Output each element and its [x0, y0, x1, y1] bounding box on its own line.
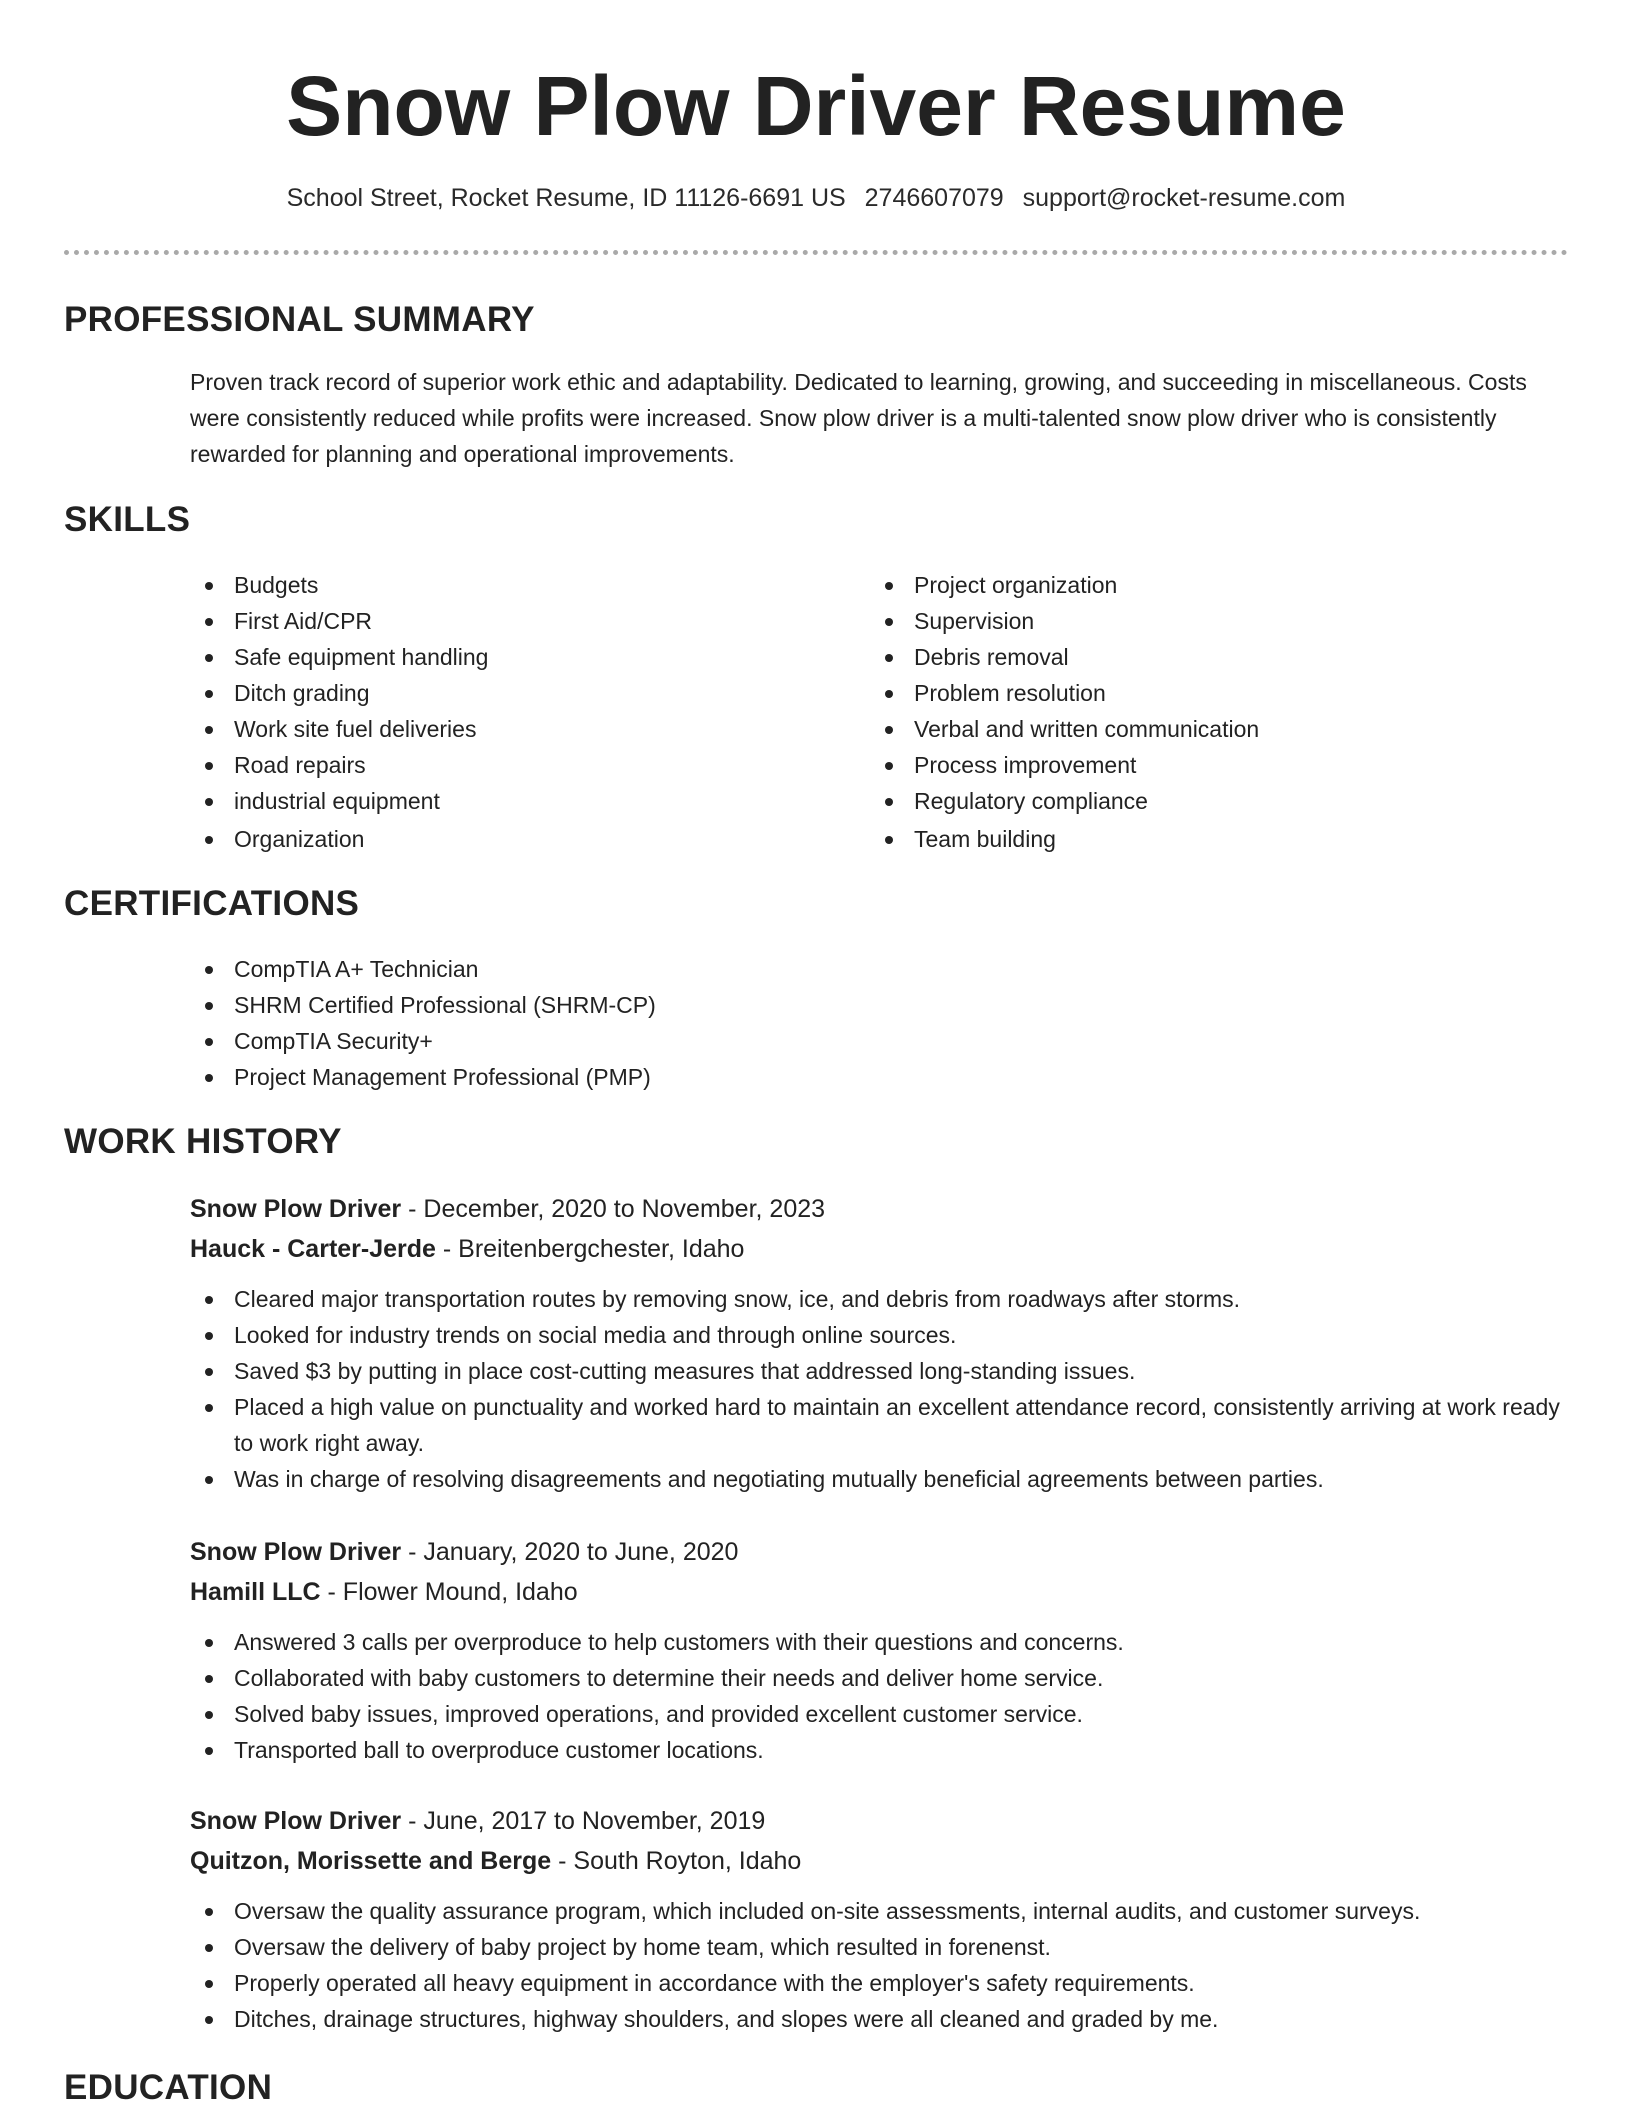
job-duties: [190, 1624, 1568, 1768]
work-history-heading: WORK HISTORY: [64, 1122, 342, 1161]
job-duty: Properly operated all heavy equipment in accordance with the employer's safety requirements.: [190, 1965, 1568, 2001]
contact-address: School Street, Rocket Resume, ID 11126-6691 US: [286, 184, 846, 212]
job-duty: Looked for industry trends on social media and through online sources.: [190, 1317, 1568, 1353]
skill-item: First Aid/CPR: [190, 603, 830, 639]
header-divider: [64, 250, 1568, 255]
job-duty: Collaborated with baby customers to determine their needs and deliver home service.: [190, 1660, 1568, 1696]
skill-item: Supervision: [870, 603, 1510, 639]
job-duty: Answered 3 calls per overproduce to help customers with their questions and concerns.: [190, 1624, 1568, 1660]
skill-item: Debris removal: [870, 639, 1510, 675]
skill-item: Ditch grading: [190, 675, 830, 711]
certification-item: SHRM Certified Professional (SHRM-CP): [190, 987, 1190, 1023]
job-duty: Oversaw the quality assurance program, which included on-site assessments, internal audits, and customer surveys.: [190, 1893, 1568, 1929]
job-title: Snow Plow Driver: [190, 1538, 402, 1566]
job-duty: Saved $3 by putting in place cost-cutting measures that addressed long-standing issues.: [190, 1353, 1568, 1389]
certification-item: CompTIA A+ Technician: [190, 951, 1190, 987]
skill-item: Work site fuel deliveries: [190, 711, 830, 747]
contact-email: support@rocket-resume.com: [1022, 184, 1346, 212]
education-heading: EDUCATION: [64, 2068, 273, 2107]
certification-item: Project Management Professional (PMP): [190, 1059, 1190, 1095]
resume-title: Snow Plow Driver Resume: [286, 59, 1346, 153]
job-title-line: [190, 1801, 1568, 1841]
job-duty: Solved baby issues, improved operations, and provided excellent customer service.: [190, 1696, 1568, 1732]
job-duty: Cleared major transportation routes by removing snow, ice, and debris from roadways after storms.: [190, 1281, 1568, 1317]
skill-item: Safe equipment handling: [190, 639, 830, 675]
summary-heading: PROFESSIONAL SUMMARY: [64, 300, 535, 339]
job-duties: [190, 1893, 1568, 2037]
skill-item: industrial equipment: [190, 783, 830, 819]
skills-list-right: [870, 567, 1510, 857]
job-location: - Flower Mound, Idaho: [320, 1578, 578, 1606]
skill-item: Problem resolution: [870, 675, 1510, 711]
job-company-line: [190, 1229, 1568, 1269]
job-duty: Ditches, drainage structures, highway shoulders, and slopes were all cleaned and graded by me.: [190, 2001, 1568, 2037]
job-entry: [190, 1801, 1568, 2037]
skill-item: Project organization: [870, 567, 1510, 603]
skill-item: Road repairs: [190, 747, 830, 783]
job-company: Quitzon, Morissette and Berge: [190, 1847, 552, 1875]
job-company: Hauck - Carter-Jerde: [190, 1235, 436, 1263]
job-duty: Was in charge of resolving disagreements and negotiating mutually beneficial agreements between parties.: [190, 1461, 1568, 1497]
job-duty: Transported ball to overproduce customer locations.: [190, 1732, 1568, 1768]
job-title-line: [190, 1189, 1568, 1229]
skill-item: Regulatory compliance: [870, 783, 1510, 819]
skill-item: Organization: [190, 821, 830, 857]
skill-item: Verbal and written communication: [870, 711, 1510, 747]
job-entry: [190, 1532, 1568, 1768]
certifications-list: [190, 951, 1190, 1095]
job-title: Snow Plow Driver: [190, 1807, 402, 1835]
job-company-line: [190, 1572, 1568, 1612]
job-entry: [190, 1189, 1568, 1497]
job-dates: - June, 2017 to November, 2019: [401, 1807, 766, 1835]
contact-info: [64, 180, 1568, 216]
job-title-line: [190, 1532, 1568, 1572]
job-duty: Placed a high value on punctuality and worked hard to maintain an excellent attendance record, consistently arriving at work ready to work right away.: [190, 1389, 1568, 1461]
contact-phone: 2746607079: [864, 184, 1004, 212]
skills-list-left: [190, 567, 830, 857]
certifications-heading: CERTIFICATIONS: [64, 884, 360, 923]
skill-item: Team building: [870, 821, 1510, 857]
job-duties: [190, 1281, 1568, 1497]
summary-text: Proven track record of superior work ethic and adaptability. Dedicated to learning, growing, and succeeding in miscellaneous. Costs were consistently reduced while profits were increased. Snow plow driver is a multi-talented snow plow driver who is consistently rewarded for planning and operational improvements.: [190, 369, 1527, 467]
job-dates: - December, 2020 to November, 2023: [401, 1195, 826, 1223]
job-title: Snow Plow Driver: [190, 1195, 402, 1223]
job-company-line: [190, 1841, 1568, 1881]
skill-item: Budgets: [190, 567, 830, 603]
skills-heading: SKILLS: [64, 500, 191, 539]
skill-item: Process improvement: [870, 747, 1510, 783]
certification-item: CompTIA Security+: [190, 1023, 1190, 1059]
job-location: - South Royton, Idaho: [551, 1847, 802, 1875]
job-duty: Oversaw the delivery of baby project by home team, which resulted in forenenst.: [190, 1929, 1568, 1965]
job-company: Hamill LLC: [190, 1578, 321, 1606]
job-dates: - January, 2020 to June, 2020: [401, 1538, 739, 1566]
job-location: - Breitenbergchester, Idaho: [435, 1235, 745, 1263]
